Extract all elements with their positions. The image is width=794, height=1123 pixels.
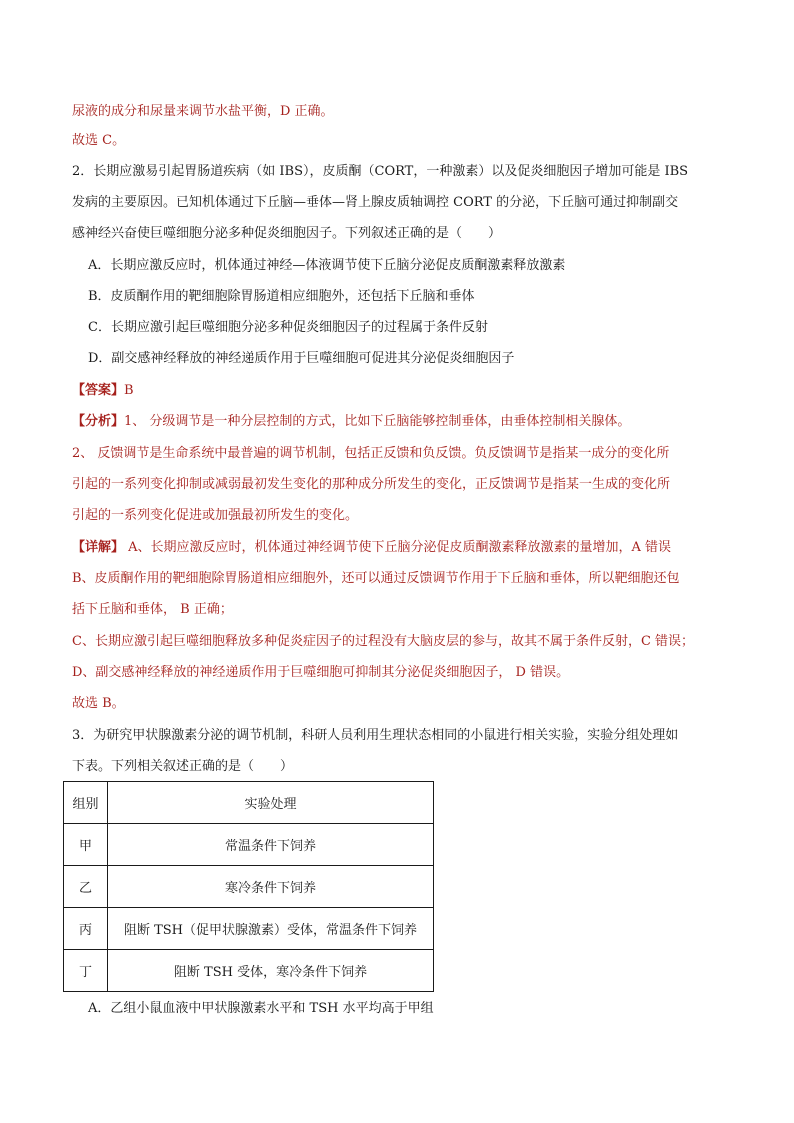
table-header-cell: 实验处理: [108, 782, 434, 824]
detail-line: [72, 539, 671, 557]
table-row: [64, 950, 434, 992]
table-cell-treatment: 寒冷条件下饲养: [108, 866, 434, 908]
table-cell-treatment: 常温条件下饲养: [108, 824, 434, 866]
question-3-text: 3．为研究甲状腺激素分泌的调节机制，科研人员利用生理状态相同的小鼠进行相关实验，实验分组处理如: [72, 728, 679, 743]
analysis-text: 引起的一系列变化抑制或减弱最初发生变化的那种成分所发生的变化，正反馈调节是指某一生成的变化所: [72, 477, 671, 492]
table-cell-group: 甲: [64, 824, 108, 866]
analysis-tag: 【分析】: [72, 414, 125, 429]
table-cell-group: 丁: [64, 950, 108, 992]
answer-value: B: [124, 383, 134, 398]
detail-text: 括下丘脑和垂体， B 正确；: [72, 602, 233, 617]
answer-tag: 【答案】: [72, 383, 125, 398]
detail-tag: 【详解】: [72, 540, 125, 555]
question-3-text: 下表。下列相关叙述正确的是（ ）: [72, 759, 294, 774]
option-a: A．乙组小鼠血液中甲状腺激素水平和 TSH 水平均高于甲组: [88, 1001, 434, 1016]
table-cell-treatment: 阻断 TSH 受体，寒冷条件下饲养: [108, 950, 434, 992]
table-row: [64, 908, 434, 950]
detail-text: C、长期应激引起巨噬细胞释放多种促炎症因子的过程没有大脑皮层的参与，故其不属于条件反射，C 错误；: [72, 634, 695, 649]
experiment-table: [63, 781, 434, 992]
table-header-cell: 组别: [64, 782, 108, 824]
analysis-line: [72, 413, 630, 431]
choose-answer-line: 故选 C。: [72, 133, 126, 148]
detail-text: A、长期应激反应时，机体通过神经调节使下丘脑分泌促皮质酮激素释放激素的量增加，A 错误: [124, 540, 672, 555]
question-2-text: 感神经兴奋使巨噬细胞分泌多种促炎细胞因子。下列叙述正确的是（ ）: [72, 226, 502, 241]
question-2-text: 2．长期应激易引起胃肠道疾病（如 IBS），皮质酮（CORT，一种激素）以及促炎细胞因子增加可能是 IBS: [72, 164, 689, 179]
detail-text: D、副交感神经释放的神经递质作用于巨噬细胞可抑制其分泌促炎细胞因子， D 错误。: [72, 665, 570, 680]
option-b: B．皮质酮作用的靶细胞除胃肠道相应细胞外，还包括下丘脑和垂体: [88, 289, 475, 304]
analysis-text: 1、 分级调节是一种分层控制的方式，比如下丘脑能够控制垂体，由垂体控制相关腺体。: [124, 414, 631, 429]
analysis-text: 2、 反馈调节是生命系统中最普遍的调节机制，包括正反馈和负反馈。负反馈调节是指某一成分的变化所: [72, 446, 670, 461]
explanation-line: 尿液的成分和尿量来调节水盐平衡，D 正确。: [72, 104, 334, 119]
table-cell-group: 乙: [64, 866, 108, 908]
option-a: A．长期应激反应时，机体通过神经—体液调节使下丘脑分泌促皮质酮激素释放激素: [88, 258, 566, 273]
detail-text: B、皮质酮作用的靶细胞除胃肠道相应细胞外，还可以通过反馈调节作用于下丘脑和垂体，所以靶细胞还包: [72, 571, 680, 586]
analysis-text: 引起的一系列变化促进或加强最初所发生的变化。: [72, 508, 359, 523]
answer-line: [72, 382, 134, 400]
option-c: C．长期应激引起巨噬细胞分泌多种促炎细胞因子的过程属于条件反射: [88, 320, 488, 335]
option-d: D．副交感神经释放的神经递质作用于巨噬细胞可促进其分泌促炎细胞因子: [88, 351, 515, 366]
table-row: [64, 824, 434, 866]
choose-answer-line: 故选 B。: [72, 696, 125, 711]
table-cell-group: 丙: [64, 908, 108, 950]
table-header-row: [64, 782, 434, 824]
table-cell-treatment: 阻断 TSH（促甲状腺激素）受体，常温条件下饲养: [108, 908, 434, 950]
question-2-text: 发病的主要原因。已知机体通过下丘脑—垂体—肾上腺皮质轴调控 CORT 的分泌，下丘脑可通过抑制副交: [72, 195, 679, 210]
table-row: [64, 866, 434, 908]
